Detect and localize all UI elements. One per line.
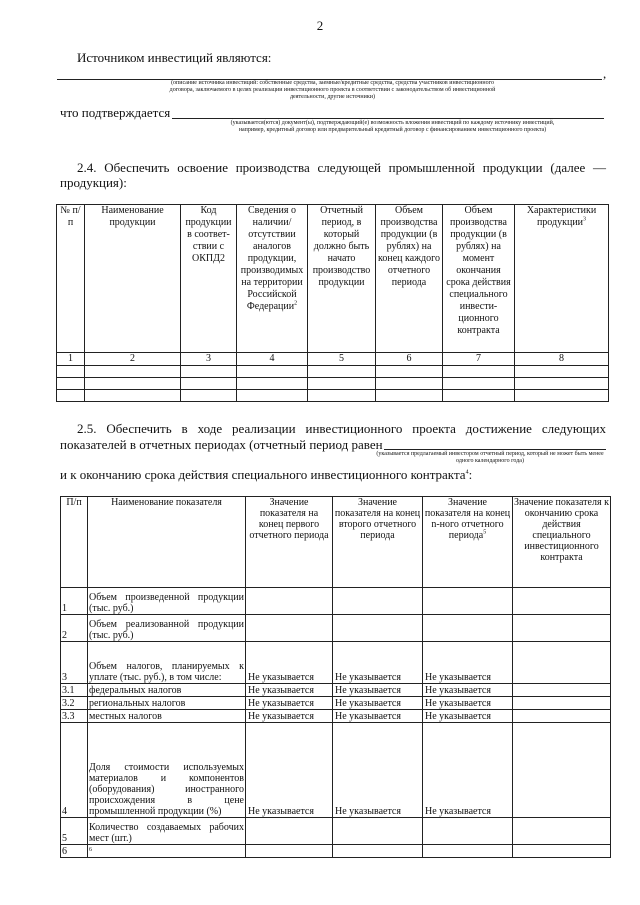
value-period-2: Не указывается — [333, 684, 423, 697]
ind-header-5: Значение показателя на конец n-ного отчетного периода$^5$ — [423, 497, 513, 588]
sources-trailing-comma: , — [603, 66, 607, 81]
products-empty-row — [57, 366, 609, 378]
value-period-1: Не указывается — [246, 642, 333, 684]
value-final — [513, 723, 611, 818]
ind-header-1: П/п — [61, 497, 88, 588]
indicator-name: Объем произведенной продукции (тыс. руб.) — [88, 588, 246, 615]
page-number: 2 — [316, 18, 324, 33]
value-final — [513, 818, 611, 845]
value-period-2 — [333, 615, 423, 642]
table-row — [61, 588, 611, 615]
value-period-1 — [246, 615, 333, 642]
value-period-n — [423, 588, 513, 615]
value-period-2: Не указывается — [333, 710, 423, 723]
colnum-6: 6 — [376, 353, 443, 366]
value-period-n — [423, 845, 513, 858]
section-25-text2: и к окончанию срока действия специального инвестиционного контракта$^4$: — [60, 467, 473, 482]
period-hint: (указывается предлагаемый инвестором отчетный период, который не может быть менее одного календарного года) — [376, 451, 604, 464]
colnum-8: 8 — [515, 353, 609, 366]
value-period-1: Не указывается — [246, 710, 333, 723]
products-colnum-row — [57, 353, 609, 366]
ind-header-6: Значение показателя к окончанию срока действия специального инвестиционного контракта — [513, 497, 611, 588]
value-period-n: Не указывается — [423, 697, 513, 710]
colnum-2: 2 — [85, 353, 181, 366]
products-header-6: Объем производства продукции (в рублях) на конец каждого отчетного периода — [376, 205, 443, 353]
value-final — [513, 710, 611, 723]
row-number: 3.3 — [61, 710, 88, 723]
table-row — [61, 615, 611, 642]
indicator-name: местных налогов — [88, 710, 246, 723]
products-header-3: Код продукции в соответ-ствии с ОКПД2 — [181, 205, 237, 353]
indicator-name: Доля стоимости используемых материалов и компонентов (оборудования) иностранного происхождения в цене промышленной продукции (%) — [88, 723, 246, 818]
indicator-name: Объем реализованной продукции (тыс. руб.) — [88, 615, 246, 642]
value-final — [513, 697, 611, 710]
value-period-1 — [246, 588, 333, 615]
value-period-1: Не указывается — [246, 697, 333, 710]
section-24-text: 2.4. Обеспечить освоение производства следующей промышленной продукции (далее — продукция): — [60, 160, 606, 190]
value-period-n — [423, 615, 513, 642]
colnum-4: 4 — [237, 353, 308, 366]
value-period-2 — [333, 818, 423, 845]
sources-title: Источником инвестиций являются: — [77, 50, 272, 65]
colnum-5: 5 — [308, 353, 376, 366]
products-header-1: № п/п — [57, 205, 85, 353]
value-period-2: Не указывается — [333, 697, 423, 710]
row-number: 1 — [61, 588, 88, 615]
value-period-n — [423, 818, 513, 845]
sources-hint: (описание источника инвестиций: собственные средства, заемные/кредитные средства, средства участников инвестиционного договора, заключаемого в целях реализации инвестиционного проекта в соответствии с законодательством об инвестиционной деятельности, другие источники) — [169, 80, 496, 100]
table-row — [61, 642, 611, 684]
row-number: 6 — [61, 845, 88, 858]
products-header-5: Отчетный период, в который должно быть начато производство продукции — [308, 205, 376, 353]
table-row — [61, 710, 611, 723]
products-header-row — [57, 205, 609, 353]
confirm-label: что подтверждается — [60, 105, 171, 120]
indicator-name: региональных налогов — [88, 697, 246, 710]
row-number: 2 — [61, 615, 88, 642]
confirm-blank-line — [172, 118, 604, 119]
value-final — [513, 588, 611, 615]
row-number: 4 — [61, 723, 88, 818]
value-final — [513, 642, 611, 684]
period-blank-line — [384, 449, 606, 450]
ind-header-2: Наименование показателя — [88, 497, 246, 588]
row-number: 3.2 — [61, 697, 88, 710]
row-number: 3 — [61, 642, 88, 684]
products-empty-row — [57, 390, 609, 402]
indicators-table — [60, 496, 611, 858]
row-number: 5 — [61, 818, 88, 845]
value-final — [513, 615, 611, 642]
indicator-name: федеральных налогов — [88, 684, 246, 697]
value-period-n: Не указывается — [423, 710, 513, 723]
colnum-3: 3 — [181, 353, 237, 366]
products-table — [56, 204, 609, 402]
value-period-n: Не указывается — [423, 723, 513, 818]
value-period-2 — [333, 588, 423, 615]
footnote-ref: 5 — [483, 529, 487, 536]
footnote-ref: 3 — [583, 216, 587, 223]
value-final — [513, 845, 611, 858]
products-empty-row — [57, 378, 609, 390]
products-header-8: Характеристики продукции$^3$ — [515, 205, 609, 353]
value-period-n: Не указывается — [423, 642, 513, 684]
confirm-hint: (указывается(ются) документ(ы), подтверждающий(е) возможность вложения инвестиций по каждому источнику инвестиций, например, кредитный договор или предварительный кредитный договор с финансированием инвестиционного проекта) — [230, 120, 555, 133]
table-row — [61, 723, 611, 818]
colnum-1: 1 — [57, 353, 85, 366]
indicator-name: Объем налогов, планируемых к уплате (тыс. руб.), в том числе: — [88, 642, 246, 684]
value-period-1 — [246, 818, 333, 845]
value-period-1: Не указывается — [246, 723, 333, 818]
value-period-1 — [246, 845, 333, 858]
indicators-header-row — [61, 497, 611, 588]
products-header-4: Сведения о наличии/ отсутствии аналогов продукции, производимых на территории Российской Федерации$^2$ — [237, 205, 308, 353]
value-period-1: Не указывается — [246, 684, 333, 697]
footnote-ref: 4 — [465, 469, 469, 476]
indicator-name: 6 — [88, 845, 246, 858]
value-period-2 — [333, 845, 423, 858]
value-period-2: Не указывается — [333, 642, 423, 684]
table-row — [61, 697, 611, 710]
table-row — [61, 845, 611, 858]
table-row — [61, 684, 611, 697]
products-header-2: Наименование продукции — [85, 205, 181, 353]
table-row — [61, 818, 611, 845]
value-period-2: Не указывается — [333, 723, 423, 818]
indicator-name: Количество создаваемых рабочих мест (шт.) — [88, 818, 246, 845]
section-25-text: 2.5. Обеспечить в ходе реализации инвестиционного проекта достижение следующих показателей в отчетных периодах (отчетный период равен — [60, 421, 606, 452]
footnote-ref: 2 — [294, 300, 298, 307]
colnum-7: 7 — [443, 353, 515, 366]
products-header-7: Объем производства продукции (в рублях) на момент окончания срока действия специального инвести-ционного контракта — [443, 205, 515, 353]
ind-header-3: Значение показателя на конец первого отчетного периода — [246, 497, 333, 588]
value-period-n: Не указывается — [423, 684, 513, 697]
row-number: 3.1 — [61, 684, 88, 697]
value-final — [513, 684, 611, 697]
ind-header-4: Значение показателя на конец второго отчетного периода — [333, 497, 423, 588]
